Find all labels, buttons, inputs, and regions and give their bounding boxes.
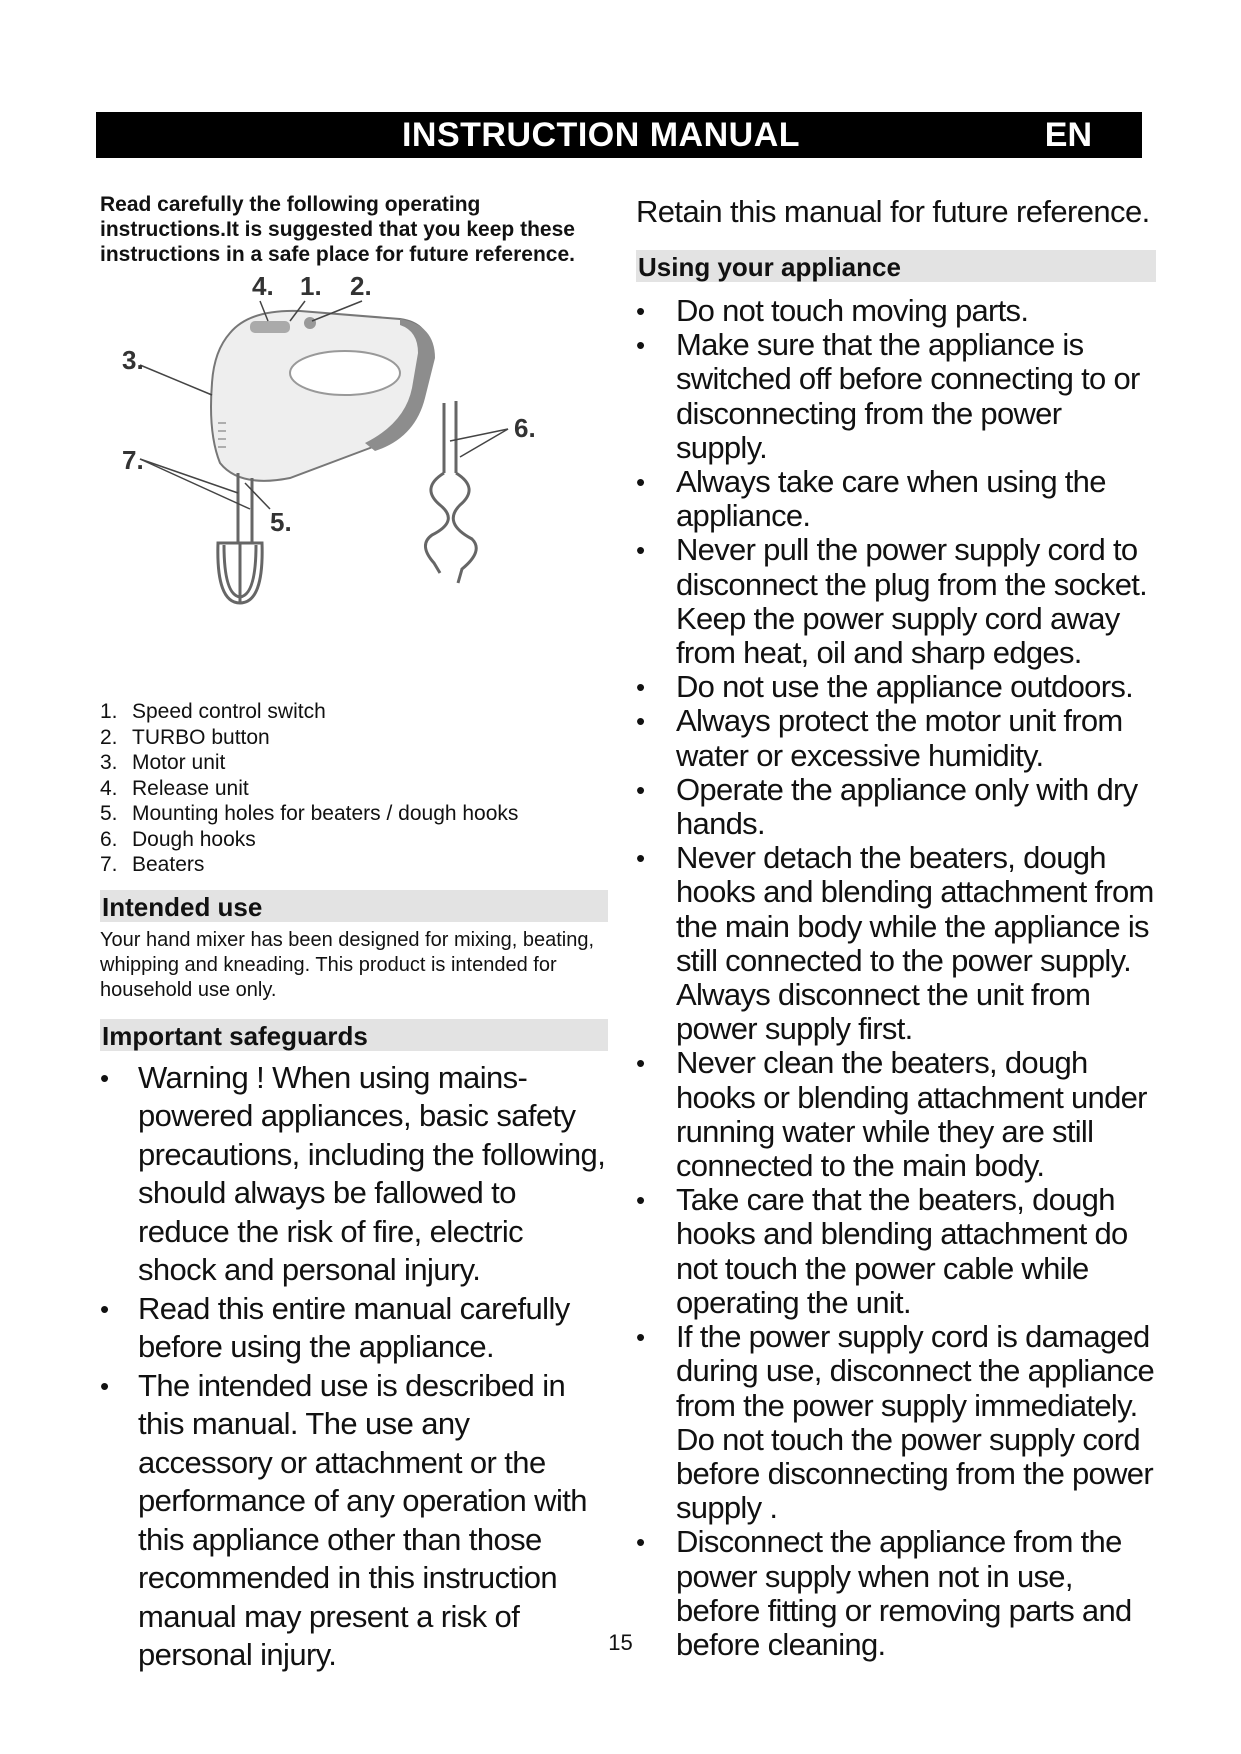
- list-item: 3. Motor unit: [100, 751, 226, 774]
- list-item: 5. Mounting holes for beaters / dough hooks: [100, 802, 519, 825]
- right-column: [636, 192, 1156, 1662]
- list-item: • Warning ! When using mains-powered appliances, basic safety precautions, including the following, should always be fallowed to reduce the risk of fire, electric shock and personal injury.: [100, 1059, 608, 1290]
- list-item: • Never pull the power supply cord to disconnect the plug from the socket. Keep the power supply cord away from heat, oil and sharp edges.: [636, 533, 1156, 670]
- header-bar: [96, 112, 1142, 158]
- list-item: • Read this entire manual carefully before using the appliance.: [100, 1290, 608, 1367]
- retain-note: Retain this manual for future reference.: [636, 194, 1150, 229]
- list-item: • Do not use the appliance outdoors.: [636, 670, 1156, 704]
- using-appliance-heading: Using your appliance: [636, 250, 1156, 282]
- hand-mixer-diagram: [100, 273, 608, 673]
- list-item: • Never detach the beaters, dough hooks and blending attachment from the main body while the appliance is still connected to the power supply. Always disconnect the unit from power supply first.: [636, 841, 1156, 1046]
- list-item: 6. Dough hooks: [100, 827, 256, 851]
- list-item: • Do not touch moving parts.: [636, 294, 1156, 328]
- callout-4: 4.: [252, 273, 274, 301]
- callout-3: 3.: [122, 345, 144, 375]
- intended-use-text: Your hand mixer has been designed for mixing, beating, whipping and kneading. This product is intended for household use only.: [100, 928, 595, 1001]
- callout-1: 1.: [300, 273, 322, 301]
- language-code: EN: [1044, 115, 1092, 154]
- speed-switch-shape: [250, 321, 290, 333]
- list-item: • If the power supply cord is damaged during use, disconnect the appliance from the power supply immediately. Do not touch the power supply cord before disconnecting from the power supply .: [636, 1320, 1156, 1525]
- header-title: INSTRUCTION MANUAL: [401, 115, 801, 154]
- list-item: • Always take care when using the appliance.: [636, 465, 1156, 533]
- list-item: • Make sure that the appliance is switched off before connecting to or disconnecting from the power supply.: [636, 328, 1156, 465]
- list-item: 1. Speed control switch: [100, 700, 326, 723]
- callout-7: 7.: [122, 445, 144, 475]
- callout-6: 6.: [514, 413, 536, 443]
- motor-unit-shape: [211, 311, 430, 481]
- page-number: 15: [608, 1630, 633, 1655]
- safeguards-list: [100, 1059, 608, 1675]
- callout-2: 2.: [350, 273, 372, 301]
- dough-hooks-shape: [425, 401, 476, 583]
- list-item: 4. Release unit: [100, 776, 249, 800]
- list-item: 7. Beaters: [100, 853, 205, 876]
- left-column: [100, 192, 608, 1675]
- intro-text: Read carefully the following operating instructions.It is suggested that you keep these instructions in a safe place for future reference.: [100, 193, 575, 266]
- list-item: 2. TURBO button: [100, 725, 270, 749]
- list-item: • Always protect the motor unit from water or excessive humidity.: [636, 704, 1156, 772]
- hand-mixer-illustration: [100, 273, 608, 673]
- list-item: • Never clean the beaters, dough hooks or blending attachment under running water while they are still connected to the main body.: [636, 1046, 1156, 1183]
- beaters-shape: [218, 473, 262, 603]
- list-item: • Operate the appliance only with dry hands.: [636, 773, 1156, 841]
- callout-5: 5.: [270, 507, 292, 537]
- handle-opening: [290, 351, 400, 395]
- parts-list: [100, 699, 608, 878]
- intended-use-heading: Intended use: [100, 890, 608, 922]
- list-item: • Take care that the beaters, dough hooks and blending attachment do not touch the power cable while operating the unit.: [636, 1183, 1156, 1320]
- using-appliance-list: [636, 294, 1156, 1662]
- important-safeguards-heading: Important safeguards: [100, 1019, 608, 1051]
- list-item: • The intended use is described in this manual. The use any accessory or attachment or the performance of any operation with this appliance other than those recommended in this instruction manual may present a risk of personal injury.: [100, 1367, 608, 1675]
- turbo-button-shape: [304, 317, 316, 329]
- list-item: • Disconnect the appliance from the power supply when not in use, before fitting or removing parts and before cleaning.: [636, 1525, 1156, 1662]
